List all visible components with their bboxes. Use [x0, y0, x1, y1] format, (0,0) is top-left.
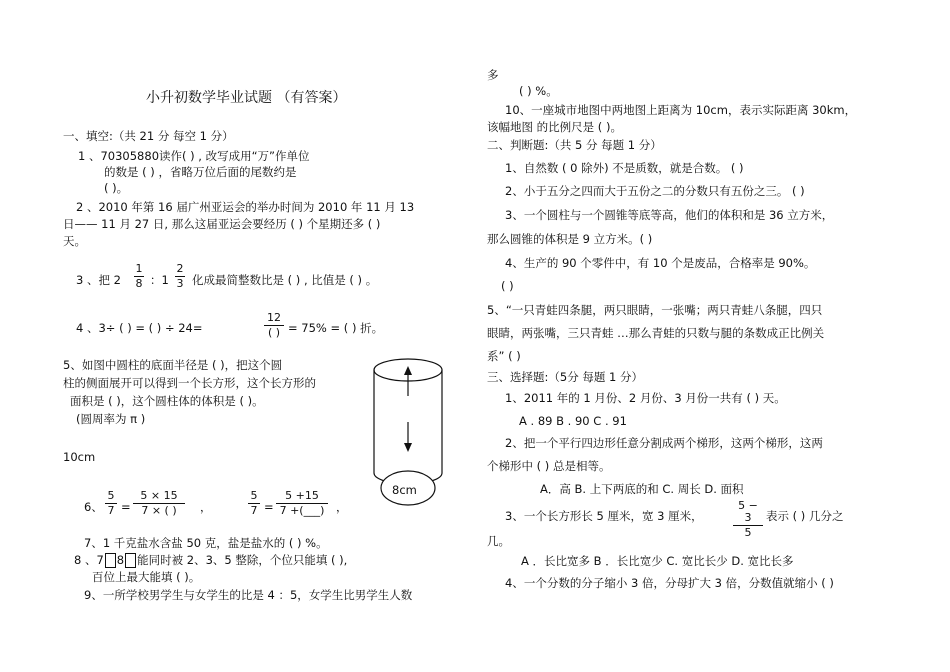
judge-4-line-1: 4、生产的 90 个零件中，有 10 个是废品，合格率是 90%。: [505, 256, 816, 270]
judge-3-line-1: 3、一个圆柱与一个圆锥等底等高，他们的体积和是 36 立方米，: [505, 208, 834, 222]
fraction-numerator: 5: [250, 489, 258, 502]
question-2-line-3: 天。: [63, 234, 86, 248]
question-2-line-2: 日—— 11 月 27 日, 那么这届亚运会要经历 ( ) 个星期还多 ( ): [63, 217, 381, 231]
question-6-fraction-1: [105, 490, 117, 517]
question-2-line-1: 2 、2010 年第 16 届广州亚运会的举办时间为 2010 年 11 月 13: [76, 200, 415, 214]
cylinder-height-label: 10cm: [63, 450, 96, 464]
question-1-line-2: 的数是 ( ) ，省略万位后面的尾数约是: [104, 165, 297, 179]
judge-2: 2、小于五分之四而大于五份之二的分数只有五份之三。 ( ): [505, 184, 805, 198]
page-title: 小升初数学毕业试题 （有答案）: [146, 90, 347, 106]
fraction-denominator: ( ): [267, 326, 281, 339]
fraction-denominator: 7 +(___): [279, 504, 325, 517]
question-4-fraction: [264, 312, 284, 339]
question-3-colon: ：1: [150, 273, 169, 287]
question-3-prefix: 3 、把 2: [76, 273, 121, 287]
section-1-header: 一、填空:（共 21 分 每空 1 分）: [63, 129, 234, 143]
question-3-fraction-2: [175, 263, 185, 290]
choice-4: 4、一个分数的分子缩小 3 倍，分母扩大 3 倍，分数值就缩小 ( ): [505, 576, 834, 590]
question-8-line-2: 百位上最大能填 ( )。: [92, 570, 201, 584]
fraction-denominator: 3: [176, 277, 184, 290]
judge-5-line-3: 系” ( ): [487, 349, 521, 363]
blank-box: [105, 553, 116, 568]
question-5-line-1: 5、如图中圆柱的底面半径是 ( )，把这个圆: [63, 358, 283, 372]
fraction-numerator: 1: [135, 262, 143, 275]
question-8-line-1: [74, 553, 347, 568]
question-6-number: 6、: [84, 500, 103, 514]
section-2-header: 二、判断题:（共 5 分 每题 1 分）: [487, 138, 662, 152]
question-3-fraction-1: [134, 263, 144, 290]
choice-3-fraction: [733, 500, 763, 539]
question-5-line-3: 面积是 ( )，这个圆柱体的体积是 ( )。: [70, 394, 264, 408]
equals-sign: =: [121, 500, 131, 514]
fraction-numerator: 2: [176, 262, 184, 275]
choice-2-line-1: 2、把一个平行四边形任意分割成两个梯形，这两个梯形，这两: [505, 436, 823, 450]
fraction-denominator: 8: [135, 277, 143, 290]
question-4-prefix: 4 、3÷ ( ) = ( ) ÷ 24=: [76, 321, 203, 335]
question-10-line-1: 10、一座城市地图中两地图上距离为 10cm，表示实际距离 30km，: [505, 103, 857, 117]
choice-3-line-2: 几。: [487, 534, 510, 548]
equals-sign: =: [264, 500, 274, 514]
question-9: 9、一所学校男学生与女学生的比是 4 ：5，女学生比男学生人数: [84, 588, 413, 602]
fraction-numerator: 5 − 3: [738, 499, 758, 524]
choice-3-suffix: 表示 ( ) 几分之: [766, 509, 844, 523]
fraction-numerator: 5 +15: [285, 489, 319, 502]
judge-5-line-2: 眼睛，两张嘴，三只青蛙 …那么青蛙的只数与腿的条数成正比例关: [487, 326, 825, 340]
comma: ，: [200, 500, 212, 514]
fraction-denominator: 5: [744, 526, 752, 539]
choice-2-line-2: 个梯形中 ( ) 总是相等。: [487, 459, 611, 473]
question-5-line-4: (圆周率为 π ): [76, 412, 146, 426]
question-8-digit: 8: [116, 553, 125, 567]
choice-3-prefix: 3、一个长方形长 5 厘米，宽 3 厘米，: [505, 509, 703, 523]
question-6-fraction-4: [276, 490, 328, 517]
question-8-prefix: 8 、7: [74, 553, 104, 567]
fraction-denominator: 7: [107, 504, 115, 517]
fraction-denominator: 7: [250, 504, 258, 517]
judge-4-line-2: ( ): [501, 279, 514, 293]
question-7: 7、1 千克盐水含盐 50 克，盐是盐水的 ( ) %。: [84, 536, 328, 550]
question-10-line-2: 该幅地图 的比例尺是 ( )。: [487, 120, 622, 134]
choice-1: 1、2011 年的 1 月份、2 月份、3 月份一共有 ( ) 天。: [505, 391, 786, 405]
section-3-header: 三、选择题:（5分 每题 1 分）: [487, 370, 643, 384]
choice-1-options: A . 89 B . 90 C . 91: [519, 414, 627, 428]
choice-3-options: A ．长比宽多 B ．长比宽少 C. 宽比长少 D. 宽比长多: [521, 554, 794, 568]
question-3-suffix: 化成最简整数比是 ( ) , 比值是 ( ) 。: [192, 273, 378, 287]
question-6-fraction-3: [248, 490, 260, 517]
cylinder-diameter-label: 8cm: [392, 483, 417, 497]
judge-1: 1、自然数 ( 0 除外) 不是质数，就是合数。 ( ): [505, 161, 744, 175]
question-1-line-3: ( )。: [104, 181, 129, 195]
judge-5-line-1: 5、“一只青蛙四条腿，两只眼睛，一张嘴；两只青蛙八条腿，四只: [487, 303, 823, 317]
blank-box: [125, 553, 136, 568]
comma: ，: [336, 500, 348, 514]
fraction-denominator: 7 × ( ): [141, 504, 177, 517]
judge-3-line-2: 那么圆锥的体积是 9 立方米。( ): [487, 232, 653, 246]
choice-2-options: A．高 B. 上下两底的和 C. 周长 D. 面积: [540, 482, 744, 496]
question-6-fraction-2: [133, 490, 185, 517]
question-1-line-1: 1 、70305880读作( ) , 改写成用“万”作单位: [78, 149, 310, 163]
question-9-continued: 多: [487, 68, 499, 82]
question-4-suffix: = 75% = ( ) 折。: [288, 321, 384, 335]
fraction-numerator: 5 × 15: [140, 489, 178, 502]
question-5-line-2: 柱的侧面展开可以得到一个长方形，这个长方形的: [63, 376, 316, 390]
fraction-numerator: 12: [267, 311, 281, 324]
question-9-answer: ( ) %。: [519, 84, 558, 98]
fraction-numerator: 5: [107, 489, 115, 502]
question-8-text: 能同时被 2、3、5 整除，个位只能填 ( ),: [137, 553, 348, 567]
